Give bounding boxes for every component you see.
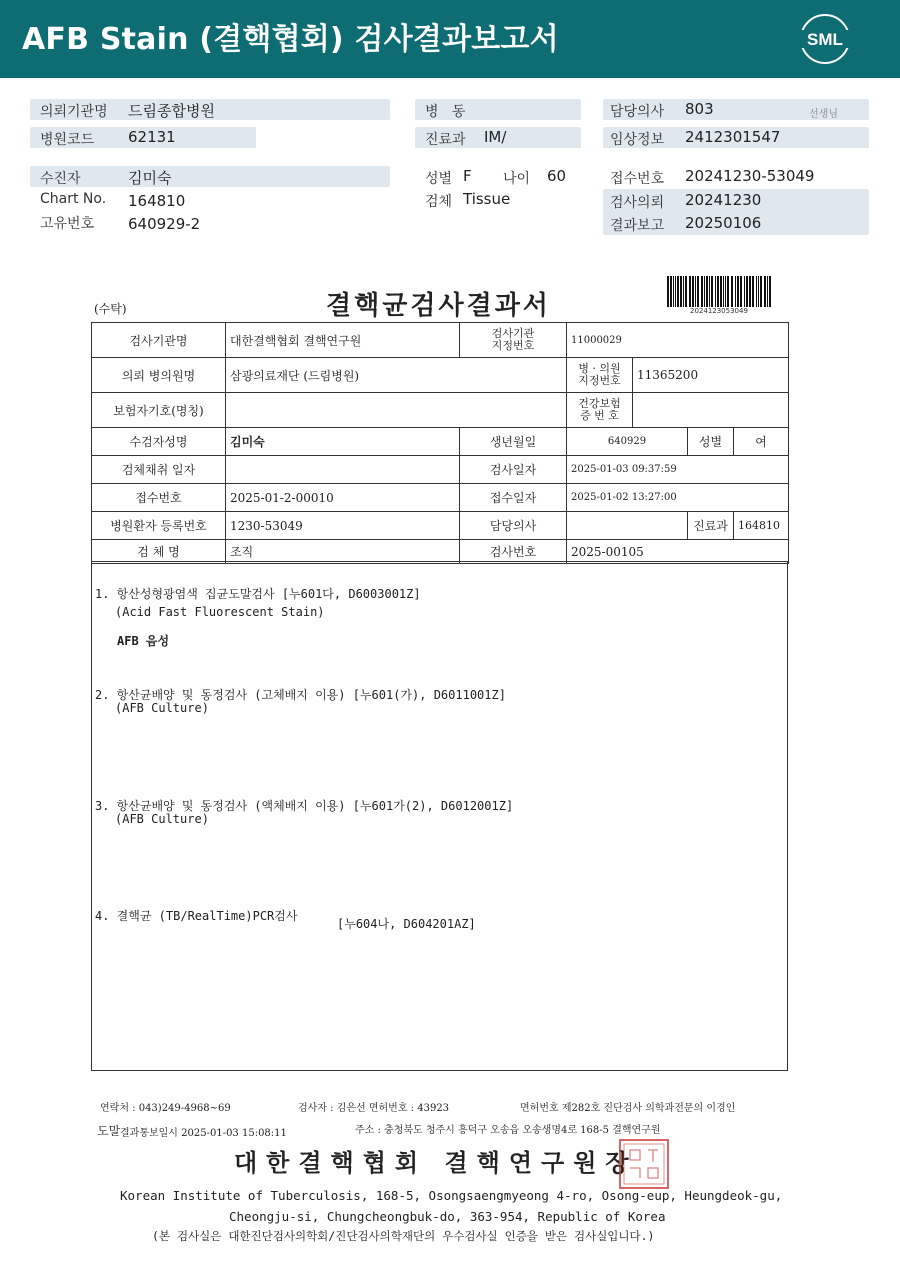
test-no-value: 2025-00105 — [567, 540, 789, 564]
result-3-subtitle: (AFB Culture) — [115, 812, 209, 826]
sml-logo — [798, 12, 852, 66]
license: 면허번호 제282호 진단검사 의학과전문의 이경인 — [520, 1103, 736, 1114]
sex-label: 성별 — [425, 171, 453, 187]
result-2-title: 2. 항산균배양 및 동정검사 (고체배지 이용) [누601(가), D6011001Z] — [95, 688, 506, 702]
specimen-name-value: 조직 — [226, 540, 460, 564]
institute-name: 대한결핵협회 결핵연구원장 — [234, 1148, 638, 1177]
receipt-date-label: 접수일자 — [460, 484, 567, 512]
patient-name-value: 김미숙 — [226, 428, 460, 456]
hospital-label: 의뢰기관명 — [40, 104, 108, 120]
dept-label: 진료과 — [425, 132, 466, 148]
result-1-value: AFB 음성 — [117, 634, 170, 648]
result-1-title: 1. 항산성형광염색 집균도말검사 [누601다, D6003001Z] — [95, 587, 421, 601]
receipt-date-value: 2025-01-02 13:27:00 — [567, 484, 789, 512]
cert-doctor-label: 담당의사 — [460, 512, 567, 540]
official-seal-icon — [618, 1138, 670, 1190]
specimen-value: Tissue — [463, 190, 511, 208]
patient-value: 김미숙 — [128, 169, 172, 187]
result-2-subtitle: (AFB Culture) — [115, 701, 209, 715]
dob-label: 생년월일 — [460, 428, 567, 456]
test-no-label: 검사번호 — [460, 540, 567, 564]
certificate-table — [91, 322, 789, 564]
contact: 연락처 : 043)249-4968~69 — [100, 1103, 231, 1114]
english-address-2: Cheongju-si, Chungcheongbuk-do, 363-954, Republic of Korea — [229, 1209, 666, 1224]
id-value: 640929-2 — [128, 215, 201, 233]
clinical-label: 임상정보 — [610, 132, 665, 148]
patient-name-label: 수검자성명 — [92, 428, 226, 456]
sex-value: F — [463, 167, 472, 185]
receipt-label: 접수번호 — [610, 171, 665, 187]
address: 주소 : 충청북도 청주시 흥덕구 오송읍 오송생명4로 168-5 결핵연구원 — [355, 1125, 661, 1136]
age-label: 나이 — [503, 171, 531, 187]
report-title: AFB Stain (결핵협회) 검사결과보고서 — [22, 22, 559, 57]
test-date-label: 검사일자 — [460, 456, 567, 484]
reg-value: 1230-53049 — [226, 512, 460, 540]
lab-name-label: 검사기관명 — [92, 323, 226, 358]
patient-label: 수진자 — [40, 171, 81, 187]
clinical-value: 2412301547 — [685, 128, 781, 146]
cert-sex-value: 여 — [734, 428, 789, 456]
doctor-label: 담당의사 — [610, 104, 665, 120]
lab-no-label: 검사기관 지정번호 — [460, 323, 567, 358]
request-value: 20241230 — [685, 191, 762, 209]
cert-dept-value: 164810 — [734, 512, 789, 540]
doctor-value: 803 — [685, 100, 714, 118]
health-label: 건강보험 증 번 호 — [567, 393, 633, 428]
lab-name-value: 대한결핵협회 결핵연구원 — [226, 323, 460, 358]
specimen-name-label: 검 체 명 — [92, 540, 226, 564]
cert-sex-label: 성별 — [688, 428, 734, 456]
hospital-value: 드림종합병원 — [128, 102, 215, 120]
ward-label: 병 동 — [425, 104, 466, 120]
doctor-suffix: 선생님 — [809, 109, 838, 120]
final-label: 도말 — [97, 1124, 121, 1138]
result-4-code: [누604나, D604201AZ] — [337, 917, 476, 931]
req-hosp-value: 삼광의료재단 (드림병원) — [226, 358, 567, 393]
test-date-value: 2025-01-03 09:37:59 — [567, 456, 789, 484]
logo-text: SML — [807, 30, 843, 49]
cert-receipt-value: 2025-01-2-00010 — [226, 484, 460, 512]
collect-label: 검체채취 일자 — [92, 456, 226, 484]
result-4-title: 4. 결핵균 (TB/RealTime)PCR검사 — [95, 909, 298, 923]
result-1-subtitle: (Acid Fast Fluorescent Stain) — [115, 605, 325, 619]
final-report-time: 결과통보일시 2025-01-03 15:08:11 — [120, 1128, 287, 1139]
certification-note: (본 검사실은 대한진단검사의학회/진단검사의학재단의 우수검사실 인증을 받은 검사실입니다.) — [152, 1229, 655, 1243]
code-value: 62131 — [128, 128, 176, 146]
age-value: 60 — [547, 167, 567, 185]
insurer-label: 보험자기호(명칭) — [92, 393, 226, 428]
cert-receipt-label: 접수번호 — [92, 484, 226, 512]
barcode-number: 2024123053049 — [690, 307, 748, 315]
hosp-no-label: 병 · 의원 지정번호 — [567, 358, 633, 393]
report-label: 결과보고 — [610, 218, 665, 234]
barcode-icon — [667, 276, 773, 307]
consignment-tag: (수탁) — [94, 302, 127, 316]
certificate-title: 결핵균검사결과서 — [326, 291, 551, 321]
lab-no-value: 11000029 — [567, 323, 789, 358]
dob-value: 640929 — [567, 428, 688, 456]
dept-value: IM/ — [484, 128, 507, 146]
english-address-1: Korean Institute of Tuberculosis, 168-5, Osongsaengmyeong 4-ro, Osong-eup, Heungdeok-gu, — [120, 1188, 783, 1203]
request-label: 검사의뢰 — [610, 195, 665, 211]
code-label: 병원코드 — [40, 132, 95, 148]
result-3-title: 3. 항산균배양 및 동정검사 (액체배지 이용) [누601가(2), D6012001Z] — [95, 799, 514, 813]
patient-row — [30, 166, 390, 187]
chart-value: 164810 — [128, 192, 186, 210]
cert-dept-label: 진료과 — [688, 512, 734, 540]
id-label: 고유번호 — [40, 216, 95, 232]
report-value: 20250106 — [685, 214, 762, 232]
chart-label: Chart No. — [40, 191, 107, 207]
reg-label: 병원환자 등록번호 — [92, 512, 226, 540]
specimen-label: 검체 — [425, 194, 453, 210]
hosp-no-value: 11365200 — [633, 358, 789, 393]
req-hosp-label: 의뢰 병의원명 — [92, 358, 226, 393]
receipt-value: 20241230-53049 — [685, 167, 815, 185]
tester: 검사자 : 김은선 면허번호 : 43923 — [298, 1103, 450, 1114]
